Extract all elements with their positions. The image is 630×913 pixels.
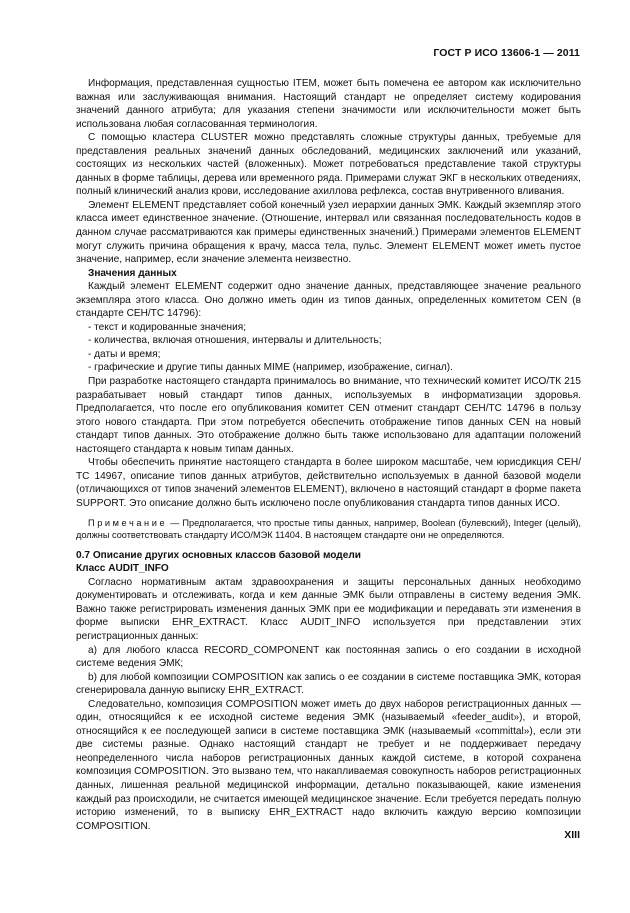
list-item-a: а) для любого класса RECORD_COMPONENT как постоянная запись о его создании в исходной системе ведения ЭМК; xyxy=(76,644,581,670)
page-number: XIII xyxy=(564,829,580,841)
list-item: - графические и другие типы данных MIME (например, изображение, сигнал). xyxy=(88,362,453,374)
class-heading: Класс AUDIT_INFO xyxy=(76,563,169,575)
note-label: Примечание xyxy=(88,517,168,528)
list-item-b: b) для любой композиции COMPOSITION как запись о ее создании в системе поставщика ЭМК, которая сгенерировала данную выписку EHR_EXTRACT. xyxy=(76,671,581,697)
paragraph-data-values: Каждый элемент ELEMENT содержит одно значение данных, представляющее значение реального экземпляра этого класса. Оно должно иметь один из типов данных, определенных комитетом CEN (в стандарте СЕН/ТС 14796): xyxy=(76,281,581,320)
paragraph-support-package: Чтобы обеспечить принятие настоящего стандарта в более широком масштабе, чем юрисдикция СЕН/ТС 14967, описание типов данных атрибутов, действительно используемых в данной базовой модели (отличающихся от типов значений элементов ELEMENT), включено в настоящий стандарт в форме пакета SUPPORT. Это описание должно быть исключено после опубликования стандарта типов данных ИСО. xyxy=(76,457,581,509)
paragraph-cluster: С помощью кластера CLUSTER можно представлять сложные структуры данных, требуемые для представления реальных значений данных обследований, медицинских заключений или указаний, состоящих из нескольких частей (вложенных). Может потребоваться представление такой структуры данных в форме таблицы, дерева или временного ряда. Примерами служат ЭКГ в нескольких отведениях, полный клинический анализ крови, исследование ахиллова рефлекса, состав внутривенного вливания. xyxy=(76,132,581,198)
paragraph-audit-info: Согласно нормативным актам здравоохранения и защиты персональных данных необходимо документировать и отслеживать, когда и кем данные ЭМК были отправлены в систему ведения ЭМК. Важно также регистрировать изменения данных ЭМК при ее модификации и передавать эти изменения в форме выписки EHR_EXTRACT. Класс AUDIT_INFO используется при представлении этих регистрационных данных: xyxy=(76,576,581,642)
list-item: - текст и кодированные значения; xyxy=(88,321,247,333)
document-body xyxy=(76,77,581,833)
page-header: ГОСТ Р ИСО 13606-1 — 2011 xyxy=(433,47,580,59)
heading-data-values: Значения данных xyxy=(88,267,177,279)
list-item: - количества, включая отношения, интервалы и длительность; xyxy=(88,335,382,347)
paragraph-iso-tc215: При разработке настоящего стандарта принималось во внимание, что технический комитет ИСО/ТК 215 разрабатывает новый стандарт типов данных, используемых в информатизации здоровья. Предполагается, что после его опубликования комитет CEN отменит стандарт СЕН/ТС 14796 в пользу этого нового стандарта. При этом потребуется обеспечить отображение типов данных CEN на новый стандарт типов данных. Это отображение должно быть также использовано для адаптации положений настоящего стандарта к новым типам данных. xyxy=(76,376,581,455)
note-text: — Предполагается, что простые типы данных, например, Boolean (булевский), Integer (целый), должны соответствовать стандарту ИСО/МЭК 11404. В настоящем стандарте они не определяются. xyxy=(76,517,581,541)
section-heading: 0.7 Описание других основных классов базовой модели xyxy=(76,549,361,561)
paragraph-item: Информация, представленная сущностью ITEM, может быть помечена ее автором как исключительно важная или заслуживающая внимания. Настоящий стандарт не определяет систему кодирования значений данного атрибута; для указания степени значимости или исключительности может быть использована любая согласованная терминология. xyxy=(76,78,581,130)
paragraph-audit-sets: Следовательно, композиция COMPOSITION может иметь до двух наборов регистрационных данных — один, относящийся к ее исходной системе ведения ЭМК (называемый «feeder_audit»), и второй, относящийся к ее последующей записи в системе поставщика ЭМК (называемый «committal»), если эти две системы разные. Однако настоящий стандарт не требует и не поддерживает передачу неопределенного числа наборов регистрационных данных каждой системе, в которой сохранена композиция COMPOSITION. Это вызвано тем, что накапливаемая совокупность наборов регистрационных данных, лишенная реальной медицинской информации, детально показывающей, какие изменения каждый раз происходили, не считается имеющей медицинское значение. Если требуется передать полную историю изменений, то в выписку EHR_EXTRACT надо включить каждую версию композиции COMPOSITION. xyxy=(76,698,581,832)
note xyxy=(76,517,581,542)
paragraph-element: Элемент ELEMENT представляет собой конечный узел иерархии данных ЭМК. Каждый экземпляр этого класса имеет единственное значение. (Отношение, интервал или связанная последовательность кодов в данном случае рассматриваются как примеры единственных значений.) Примерами элементов ELEMENT могут служить причина обращения к врачу, масса тела, пульс. Элемент ELEMENT может иметь пустое значение, например, если значение элемента неизвестно. xyxy=(76,199,581,266)
list-item: - даты и время; xyxy=(88,348,161,360)
